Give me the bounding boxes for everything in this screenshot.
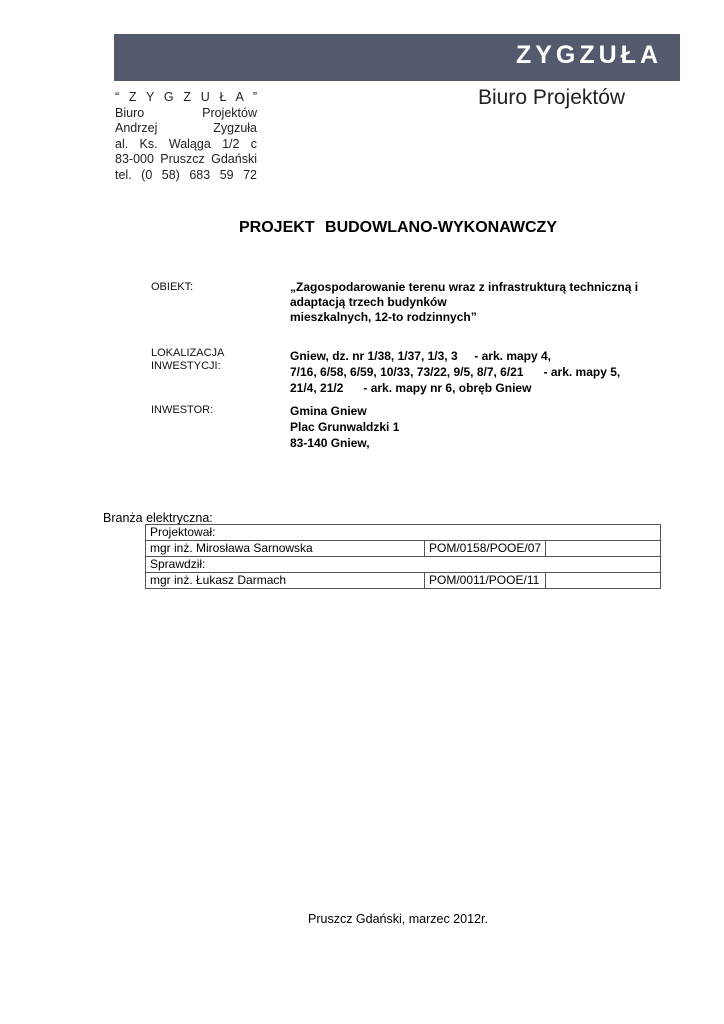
location-line: Gniew, dz. nr 1/38, 1/37, 1/3, 3 - ark. mapy 4, <box>290 349 552 363</box>
address-line: “ Z Y G Z U Ł A ” <box>115 90 257 104</box>
table-row <box>146 573 661 589</box>
address-line: Biuro Projektów <box>115 105 257 120</box>
header-banner <box>114 34 680 81</box>
investor-line: Gmina Gniew <box>290 404 367 418</box>
location-line: 21/4, 21/2 - ark. mapy nr 6, obręb Gniew <box>290 381 532 395</box>
investor-value <box>290 403 660 451</box>
document-title: PROJEKT BUDOWLANO-WYKONAWCZY <box>239 219 557 236</box>
checker-license: POM/0011/POOE/11 <box>425 573 546 589</box>
investor-line: 83-140 Gniew, <box>290 436 370 450</box>
location-label-line: INWESTYCJI: <box>151 360 221 372</box>
address-line: tel. (0 58) 683 59 72 <box>115 167 257 182</box>
table-row <box>146 541 661 557</box>
place-date: Pruszcz Gdański, marzec 2012r. <box>308 912 488 926</box>
checker-name: mgr inż. Łukasz Darmach <box>146 573 425 589</box>
investor-line: Plac Grunwaldzki 1 <box>290 420 400 434</box>
object-label: OBIEKT: <box>151 281 194 293</box>
location-line: 7/16, 6/58, 6/59, 10/33, 73/22, 9/5, 8/7, 6/21 - ark. mapy 5, <box>290 365 621 379</box>
address-line: al. Ks. Waląga 1/2 c <box>115 136 257 151</box>
location-label-line: LOKALIZACJA <box>151 347 225 359</box>
location-value <box>290 348 660 396</box>
company-address <box>115 90 257 183</box>
object-line: mieszkalnych, 12-to rodzinnych” <box>290 310 477 324</box>
checked-by-header: Sprawdził: <box>146 557 661 573</box>
table-row <box>146 557 661 573</box>
company-subtitle: Biuro Projektów <box>478 86 626 109</box>
address-line: 83-000 Pruszcz Gdański <box>115 152 257 166</box>
designer-name: mgr inż. Mirosława Sarnowska <box>146 541 425 557</box>
designed-by-header: Projektował: <box>146 525 661 541</box>
table-row <box>146 525 661 541</box>
investor-label: INWESTOR: <box>151 404 214 416</box>
checker-signature-cell <box>546 573 661 589</box>
company-logo: ZYGZUŁA <box>515 41 662 69</box>
object-value <box>290 280 660 325</box>
branch-label: Branża elektryczna: <box>103 511 213 525</box>
designer-signature-cell <box>546 541 661 557</box>
object-line: adaptacją trzech budynków <box>290 295 447 309</box>
object-line: „Zagospodarowanie terenu wraz z infrastrukturą techniczną i <box>290 280 639 294</box>
location-label <box>151 347 224 373</box>
designer-license: POM/0158/POOE/07 <box>425 541 546 557</box>
signature-table <box>145 524 661 589</box>
address-line: Andrzej Zygzuła <box>115 121 257 135</box>
